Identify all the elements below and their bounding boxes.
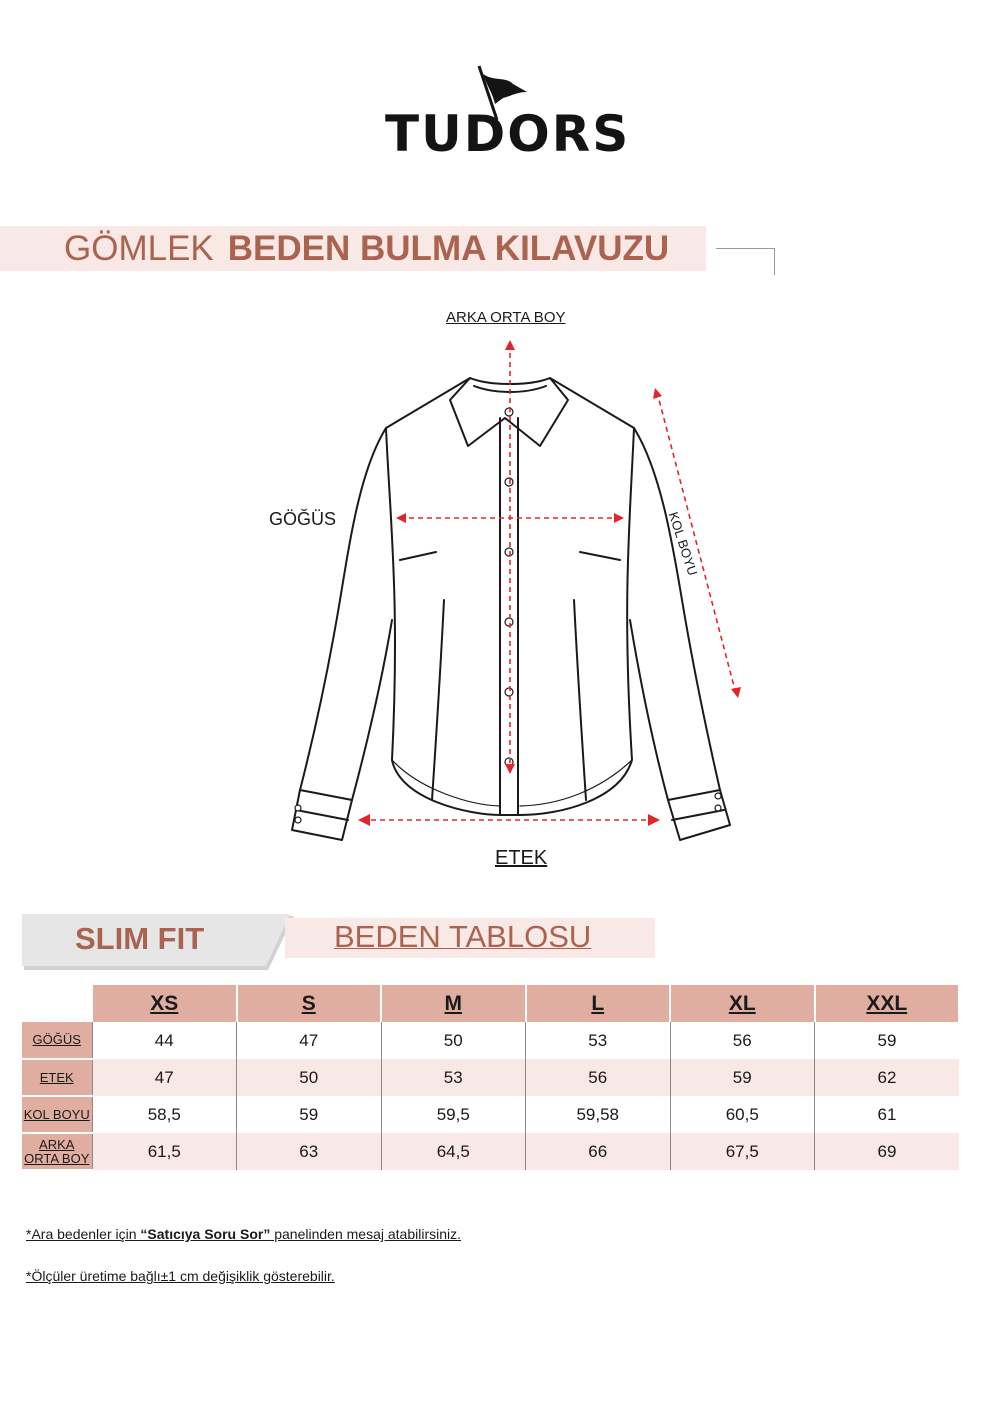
label-etek: ETEK <box>495 847 548 869</box>
left-cuff <box>296 790 352 820</box>
size-header-m: M <box>381 985 526 1022</box>
table-cell: 50 <box>381 1022 526 1059</box>
table-cell: 44 <box>92 1022 237 1059</box>
header-blank <box>22 985 92 1022</box>
table-cell: 61 <box>815 1096 960 1133</box>
shirt-diagram <box>270 300 750 860</box>
table-cell: 47 <box>92 1059 237 1096</box>
table-cell: 63 <box>237 1133 382 1170</box>
table-cell: 56 <box>526 1059 671 1096</box>
size-header-xl: XL <box>670 985 815 1022</box>
brand-name: TUDORS <box>385 105 631 163</box>
size-header-s: S <box>237 985 382 1022</box>
note-tolerance: *Ölçüler üretime bağlı±1 cm değişiklik gösterebilir. <box>26 1268 335 1284</box>
size-table <box>22 985 960 1171</box>
note1-suffix: panelinden mesaj atabilirsiniz. <box>270 1226 462 1242</box>
size-header-row <box>22 985 959 1022</box>
fit-name: SLIM FIT <box>75 921 205 956</box>
size-header-l: L <box>526 985 671 1022</box>
table-cell: 59 <box>237 1096 382 1133</box>
table-cell: 58,5 <box>92 1096 237 1133</box>
page-title-light: GÖMLEK <box>64 229 214 268</box>
table-row <box>22 1133 959 1170</box>
table-cell: 62 <box>815 1059 960 1096</box>
table-cell: 66 <box>526 1133 671 1170</box>
table-cell: 47 <box>237 1022 382 1059</box>
table-row <box>22 1059 959 1096</box>
row-label-gogus: GÖĞÜS <box>22 1022 92 1059</box>
table-cell: 64,5 <box>381 1133 526 1170</box>
left-sleeve <box>292 428 392 840</box>
note1-bold: “Satıcıya Soru Sor” <box>140 1226 271 1242</box>
table-cell: 60,5 <box>670 1096 815 1133</box>
kol-boyu-arrow <box>657 392 736 694</box>
table-row <box>22 1022 959 1059</box>
table-cell: 59,58 <box>526 1096 671 1133</box>
size-header-xxl: XXL <box>815 985 960 1022</box>
table-cell: 59,5 <box>381 1096 526 1133</box>
label-gogus: GÖĞÜS <box>269 509 337 529</box>
note-intermediate-sizes <box>26 1226 461 1242</box>
table-cell: 59 <box>815 1022 960 1059</box>
table-cell: 67,5 <box>670 1133 815 1170</box>
table-cell: 53 <box>381 1059 526 1096</box>
right-sleeve <box>630 428 730 840</box>
row-label-arka-orta-boy: ARKA ORTA BOY <box>22 1133 92 1170</box>
brand-logo <box>385 62 631 163</box>
table-cell: 59 <box>670 1059 815 1096</box>
table-cell: 50 <box>237 1059 382 1096</box>
page-title-bold: BEDEN BULMA KILAVUZU <box>227 229 670 268</box>
row-label-etek: ETEK <box>22 1059 92 1096</box>
row-label-kol-boyu: KOL BOYU <box>22 1096 92 1133</box>
page-title <box>64 228 669 270</box>
table-title: BEDEN TABLOSU <box>334 919 592 954</box>
table-cell: 56 <box>670 1022 815 1059</box>
table-row <box>22 1096 959 1133</box>
note1-prefix: *Ara bedenler için <box>26 1226 141 1242</box>
table-cell: 53 <box>526 1022 671 1059</box>
table-cell: 69 <box>815 1133 960 1170</box>
decorative-bracket <box>716 248 775 275</box>
size-header-xs: XS <box>92 985 237 1022</box>
table-cell: 61,5 <box>92 1133 237 1170</box>
label-arka-orta-boy: ARKA ORTA BOY <box>446 309 566 326</box>
label-kol-boyu: KOL BOYU <box>665 510 701 578</box>
